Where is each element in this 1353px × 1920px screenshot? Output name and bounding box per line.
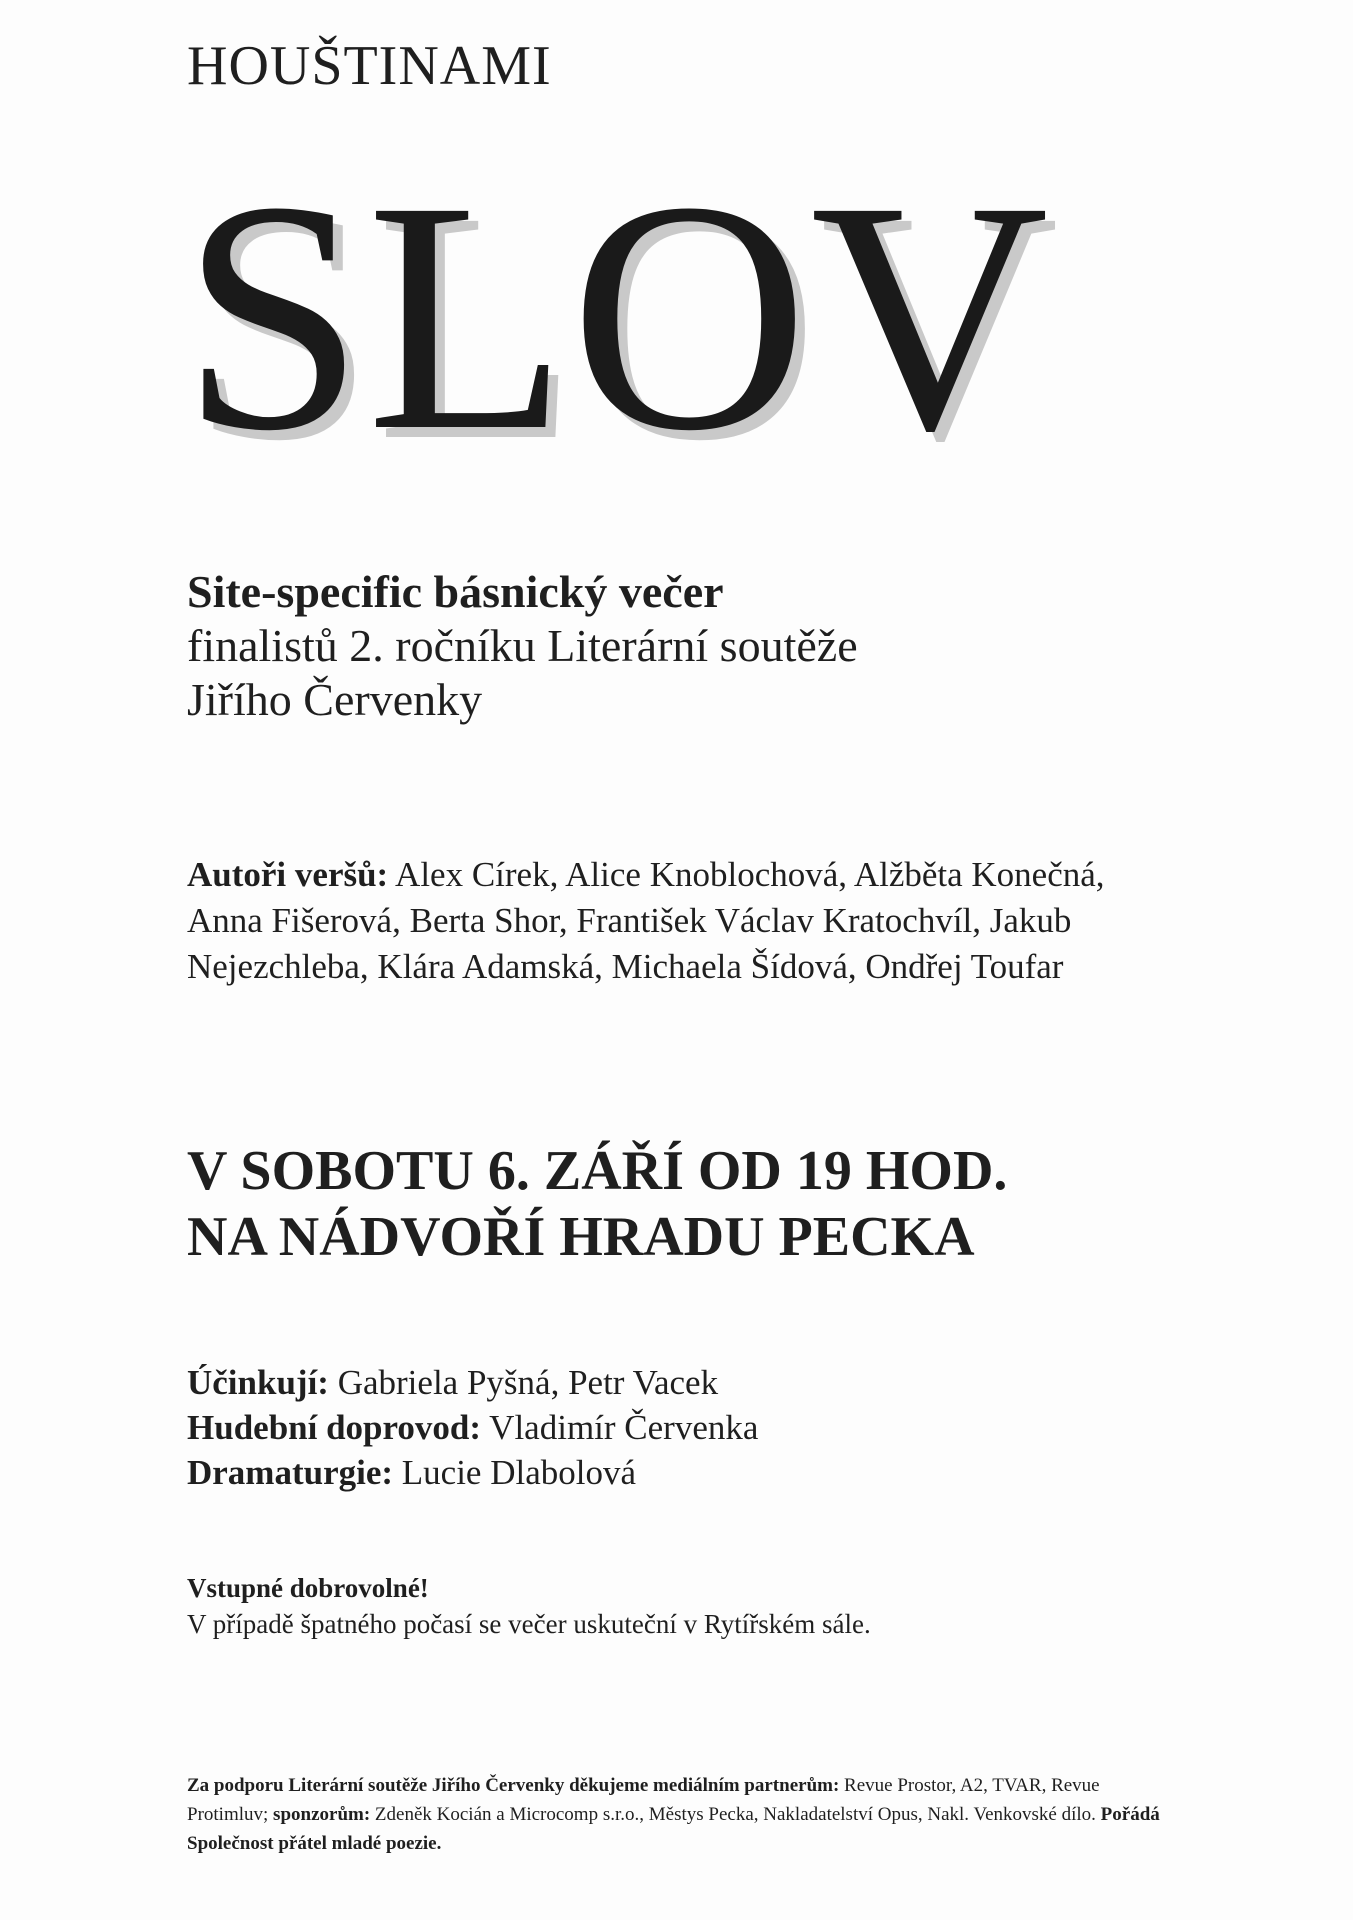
weather-note: V případě špatného počasí se večer uskuteční v Rytířském sále.	[187, 1609, 871, 1639]
footer-part-1: Za podporu Literární soutěže Jiřího Červenky děkujeme mediálním partnerům:	[187, 1775, 840, 1796]
footer-part-2: Revue Prostor, A2, TVAR, Revue Protimluv;	[187, 1775, 1100, 1825]
dramaturgy-label: Dramaturgie:	[187, 1453, 394, 1492]
music-value: Vladimír Červenka	[481, 1408, 759, 1447]
music-label: Hudební doprovod:	[187, 1408, 482, 1447]
over-title: HOUŠTINAMI	[187, 35, 552, 97]
authors-label: Autoři veršů:	[187, 855, 389, 894]
credits-block	[187, 1360, 1187, 1495]
dramaturgy-value: Lucie Dlabolová	[393, 1453, 637, 1492]
footer-part-4: Zdeněk Kocián a Microcomp s.r.o., Městys Pecka, Nakladatelství Opus, Nakl. Venkovské dílo.	[370, 1804, 1101, 1825]
event-date: V SOBOTU 6. ZÁŘÍ OD 19 HOD.	[187, 1140, 1008, 1202]
footer-part-3: sponzorům:	[273, 1804, 371, 1825]
subtitle-line-2: finalistů 2. ročníku Literární soutěže	[187, 620, 858, 671]
event-place: NA NÁDVOŘÍ HRADU PECKA	[187, 1206, 975, 1268]
subtitle-line-3: Jiřího Červenky	[187, 674, 483, 725]
performers-label: Účinkují:	[187, 1363, 329, 1402]
footer-sponsors	[187, 1771, 1177, 1858]
authors-block	[187, 852, 1147, 990]
performers-row	[187, 1360, 1187, 1405]
main-title: SLOV	[181, 134, 1051, 499]
performers-value: Gabriela Pyšná, Petr Vacek	[328, 1363, 719, 1402]
authors-list: Alex Círek, Alice Knoblochová, Alžběta Konečná, Anna Fišerová, Berta Shor, František Václav Kratochvíl, Jakub Nejezchleba, Klára Adamská, Michaela Šídová, Ondřej Toufar	[187, 855, 1105, 986]
entry-free: Vstupné dobrovolné!	[187, 1573, 429, 1603]
event-info	[187, 1138, 1187, 1270]
entry-block	[187, 1570, 1187, 1642]
music-row	[187, 1405, 1187, 1450]
footer-part-5: Pořádá Společnost přátel mladé poezie.	[187, 1804, 1160, 1854]
subtitle-block	[187, 565, 1187, 727]
dramaturgy-row	[187, 1450, 1187, 1495]
subtitle-line-1: Site-specific básnický večer	[187, 566, 724, 617]
